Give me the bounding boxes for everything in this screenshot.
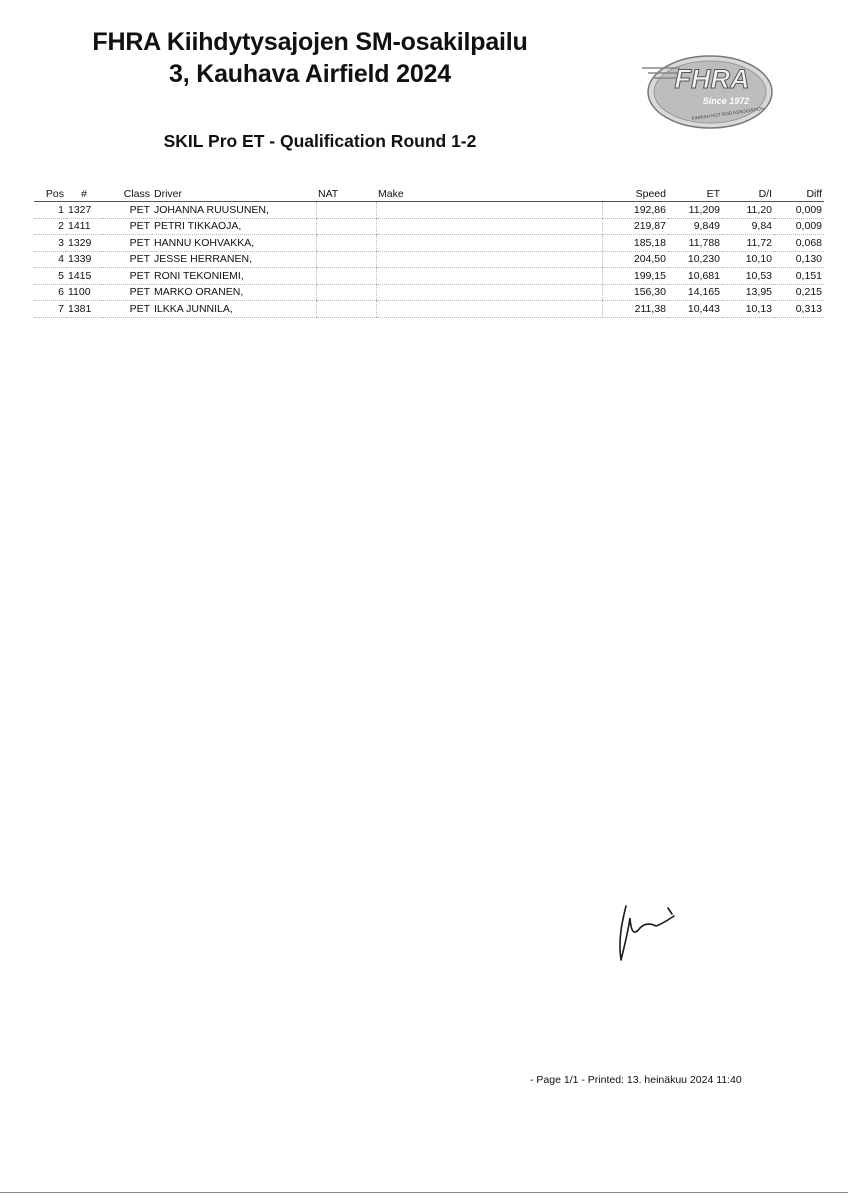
table-row [34,301,824,318]
page-footer: - Page 1/1 - Printed: 13. heinäkuu 2024 11:40 [530,1074,742,1086]
fhra-logo-graphic [640,52,775,132]
cell-nat [316,284,376,301]
col-header-nat: NAT [316,186,376,202]
cell-pos: 7 [34,301,66,318]
cell-di: 10,10 [722,251,774,268]
cell-diff: 0,009 [774,202,824,219]
cell-driver: HANNU KOHVAKKA, [152,235,316,252]
cell-number: 1100 [66,284,102,301]
results-table-container [34,186,824,318]
cell-class: PET [102,301,152,318]
logo-association: FINNISH HOT ROD ASSOCIATION [691,105,765,122]
cell-di: 13,95 [722,284,774,301]
col-header-speed: Speed [602,186,668,202]
cell-et: 11,788 [668,235,722,252]
table-row [34,235,824,252]
cell-di: 10,53 [722,268,774,285]
table-row [34,251,824,268]
cell-driver: MARKO ORANEN, [152,284,316,301]
cell-et: 9,849 [668,218,722,235]
logo-text: FHRA [674,64,750,94]
cell-di: 11,20 [722,202,774,219]
cell-class: PET [102,268,152,285]
document-title [30,26,590,90]
handwritten-signature [612,902,682,964]
cell-driver: ILKKA JUNNILA, [152,301,316,318]
cell-speed: 156,30 [602,284,668,301]
cell-class: PET [102,284,152,301]
cell-nat [316,268,376,285]
cell-pos: 3 [34,235,66,252]
title-line-1: FHRA Kiihdytysajojen SM-osakilpailu [92,28,528,56]
cell-nat [316,301,376,318]
cell-number: 1327 [66,202,102,219]
round-subtitle: SKIL Pro ET - Qualification Round 1-2 [163,131,477,151]
cell-pos: 5 [34,268,66,285]
cell-diff: 0,009 [774,218,824,235]
cell-diff: 0,068 [774,235,824,252]
cell-driver: PETRI TIKKAOJA, [152,218,316,235]
cell-driver: RONI TEKONIEMI, [152,268,316,285]
cell-pos: 1 [34,202,66,219]
table-row [34,284,824,301]
cell-make [376,251,602,268]
logo-since: Since 1972 [702,96,750,106]
cell-et: 14,165 [668,284,722,301]
cell-pos: 2 [34,218,66,235]
cell-di: 11,72 [722,235,774,252]
cell-class: PET [102,218,152,235]
col-header-et: ET [668,186,722,202]
cell-di: 9,84 [722,218,774,235]
cell-nat [316,218,376,235]
cell-diff: 0,151 [774,268,824,285]
cell-speed: 219,87 [602,218,668,235]
cell-di: 10,13 [722,301,774,318]
cell-make [376,268,602,285]
col-header-di: D/I [722,186,774,202]
cell-class: PET [102,235,152,252]
table-header-row [34,186,824,202]
cell-number: 1381 [66,301,102,318]
cell-make [376,301,602,318]
cell-nat [316,235,376,252]
cell-diff: 0,130 [774,251,824,268]
cell-et: 10,443 [668,301,722,318]
cell-et: 11,209 [668,202,722,219]
cell-make [376,202,602,219]
cell-number: 1339 [66,251,102,268]
cell-nat [316,202,376,219]
cell-speed: 185,18 [602,235,668,252]
cell-pos: 4 [34,251,66,268]
col-header-pos: Pos [34,186,66,202]
cell-class: PET [102,202,152,219]
signature-mark [612,902,682,964]
cell-diff: 0,313 [774,301,824,318]
cell-number: 1411 [66,218,102,235]
cell-make [376,284,602,301]
title-line-2: 3, Kauhava Airfield 2024 [169,60,451,88]
table-row [34,268,824,285]
cell-speed: 199,15 [602,268,668,285]
table-row [34,218,824,235]
cell-driver: JOHANNA RUUSUNEN, [152,202,316,219]
cell-speed: 204,50 [602,251,668,268]
col-header-make: Make [376,186,602,202]
col-header-diff: Diff [774,186,824,202]
bottom-rule [0,1192,848,1193]
cell-pos: 6 [34,284,66,301]
cell-nat [316,251,376,268]
col-header-number: # [66,186,102,202]
cell-driver: JESSE HERRANEN, [152,251,316,268]
cell-speed: 211,38 [602,301,668,318]
cell-speed: 192,86 [602,202,668,219]
cell-et: 10,681 [668,268,722,285]
col-header-class: Class [102,186,152,202]
cell-class: PET [102,251,152,268]
cell-diff: 0,215 [774,284,824,301]
cell-number: 1415 [66,268,102,285]
cell-number: 1329 [66,235,102,252]
cell-make [376,218,602,235]
results-table [34,186,824,318]
cell-make [376,235,602,252]
cell-et: 10,230 [668,251,722,268]
col-header-driver: Driver [152,186,316,202]
table-row [34,202,824,219]
fhra-logo [640,52,775,132]
